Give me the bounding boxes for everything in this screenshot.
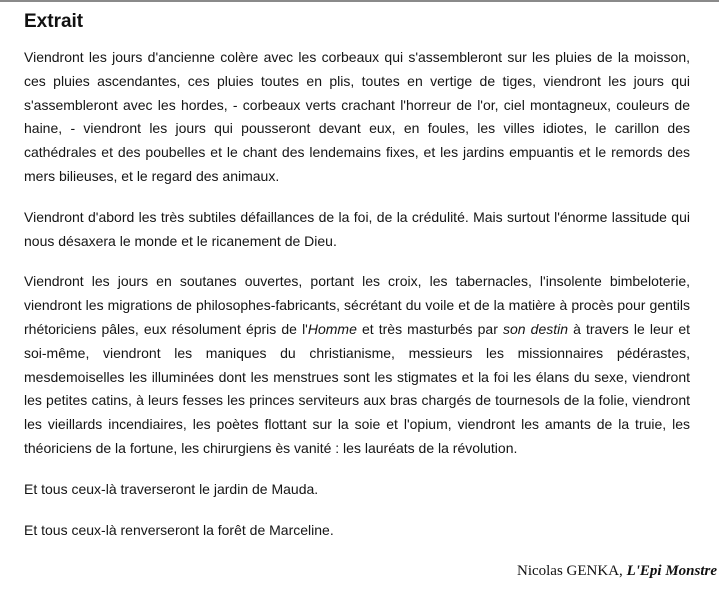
signature xyxy=(517,563,717,580)
extract-section xyxy=(24,2,690,542)
paragraph-3 xyxy=(24,270,690,460)
section-heading: Extrait xyxy=(24,11,84,32)
paragraph-2: Viendront d'abord les très subtiles défaillances de la foi, de la crédulité. Mais surtout l'énorme lassitude qui nous désaxera le monde et le ricanement de Dieu. xyxy=(24,208,690,249)
paragraph-4: Et tous ceux-là traverseront le jardin de Mauda. xyxy=(24,480,319,497)
paragraph-1: Viendront les jours d'ancienne colère avec les corbeaux qui s'assembleront sur les pluies de la moisson, ces pluies ascendantes, ces pluies toutes en plis, toutes en vertige de tiges, viendront les jours qui s'assembleront avec les hordes, - corbeaux verts crachant l'horreur de l'or, ciel montagneux, couleurs de haine, - viendront les jours qui pousseront devant eux, en foules, les villes idiotes, le carillon des cathédrales et des poubelles et le chant des lendemains fixes, et les jardins empuantis et le remords des mers bilieuses, et le regard des animaux. xyxy=(24,49,690,184)
paragraph-3-text-2: et très masturbés par xyxy=(356,320,503,337)
signature-work-title: L'Epi Monstre xyxy=(626,563,717,579)
signature-author: Nicolas GENKA, xyxy=(516,563,623,579)
paragraph-5: Et tous ceux-là renverseront la forêt de Marceline. xyxy=(24,521,334,538)
paragraph-3-text-1: Viendront les jours en soutanes ouvertes, portant les croix, les tabernacles, l'insolente bimbeloterie, viendront les migrations de philosophes-fabricants, sécrétant du voile et de la matière à procès pour gentils rhétoriciens pâles, eux résolument épris de l' xyxy=(24,273,690,337)
emphasis-homme: Homme xyxy=(307,320,357,337)
emphasis-son-destin: son destin xyxy=(502,320,569,337)
paragraph-3-text-3: à travers le leur et soi-même, viendront les maniques du christianisme, messieurs les missionnaires pédérastes, mesdemoiselles les illuminées dont les menstrues sont les stigmates et la foi les élans du sexe, viendront les petites catins, à leurs fesses les princes serviteurs aux bras chargés de tournesols de la folie, viendront les vieillards incendiaires, les poètes flottant sur la soie et l'opium, viendront les amants de la truie, les théoriciens de la fortune, les chirurgiens ès vanité : les lauréats de la révolution. xyxy=(24,320,691,456)
